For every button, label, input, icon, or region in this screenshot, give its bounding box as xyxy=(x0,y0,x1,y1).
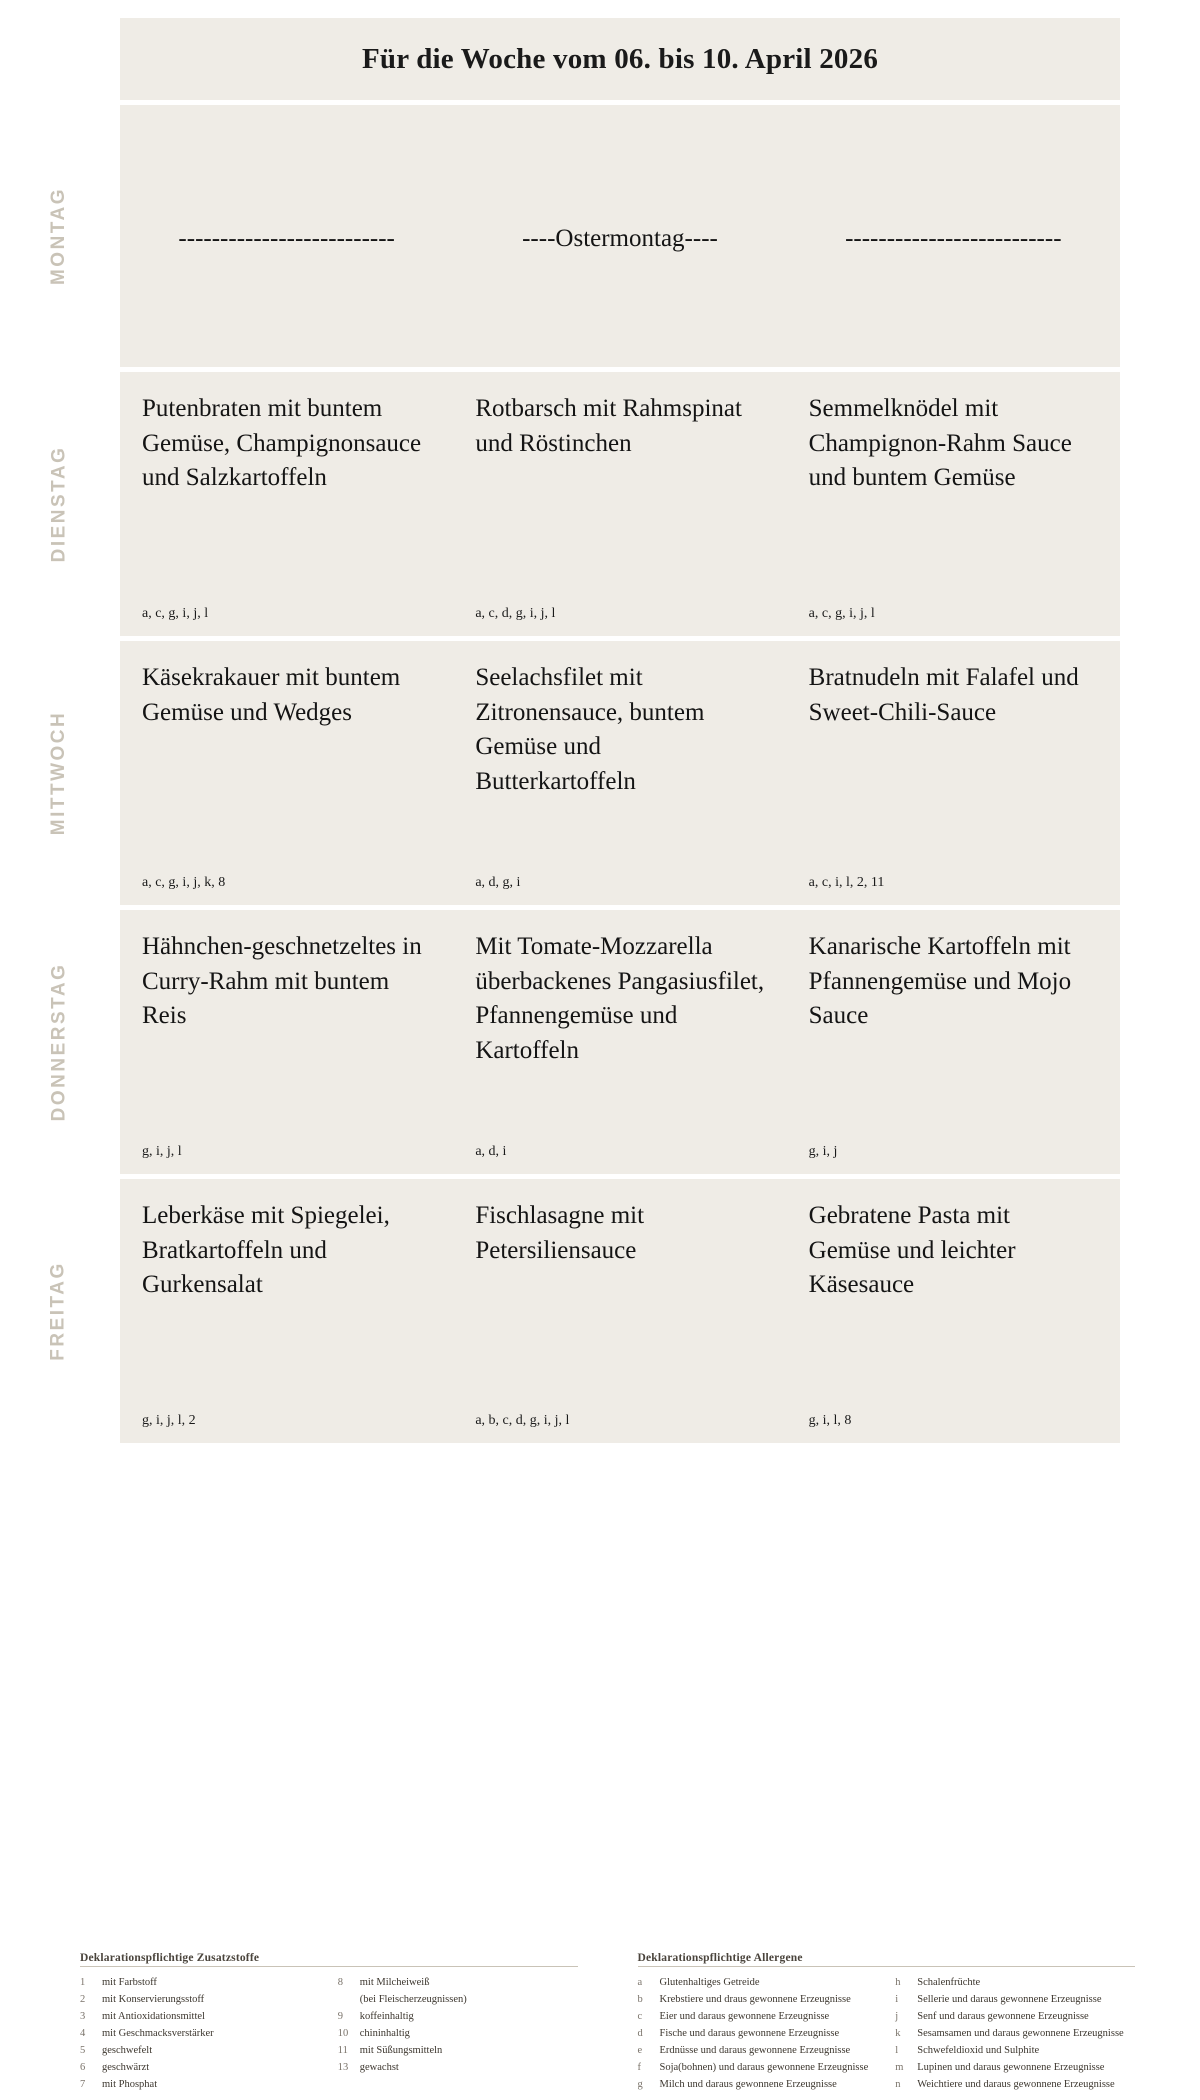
day-row xyxy=(48,105,1120,367)
legend-item-label: Fische und daraus gewonnene Erzeugnisse xyxy=(659,2028,840,2039)
legend-item xyxy=(80,2042,320,2059)
page-title: Für die Woche vom 06. bis 10. April 2026 xyxy=(361,42,879,75)
legend-item xyxy=(338,2059,578,2076)
legend-item xyxy=(638,2059,878,2076)
day-label xyxy=(0,910,118,1174)
day-label xyxy=(0,1179,118,1443)
day-row xyxy=(48,910,1120,1174)
legend-item-key: 3 xyxy=(80,2011,86,2022)
legend-item-key: g xyxy=(637,2079,643,2090)
menu-cell xyxy=(120,924,453,1164)
legend-allergens-column-2 xyxy=(895,1974,1135,2093)
dish-allergen-codes: a, c, g, i, j, k, 8 xyxy=(142,875,226,890)
dish-name: Gebratene Pasta mit Gemüse und leichter Käsesauce xyxy=(808,1202,1016,1298)
legend-item-label: koffeinhaltig xyxy=(359,2011,414,2022)
dish-allergen-codes: a, c, d, g, i, j, l xyxy=(475,606,556,621)
legend-item-label: chininhaltig xyxy=(359,2028,410,2039)
legend-item-key: 13 xyxy=(337,2062,349,2073)
legend-item xyxy=(638,2042,878,2059)
dish-allergen-codes: a, b, c, d, g, i, j, l xyxy=(475,1413,570,1428)
legend-item-key: f xyxy=(637,2062,641,2073)
legend-item-key: 10 xyxy=(337,2028,349,2039)
dish-allergen-codes: a, d, g, i xyxy=(475,875,521,890)
legend-item xyxy=(638,2008,878,2025)
day-label-text: MONTAG xyxy=(48,186,69,286)
dish-name: Fischlasagne mit Petersiliensauce xyxy=(475,1202,645,1264)
legend-item xyxy=(895,2008,1135,2025)
legend-item xyxy=(80,2025,320,2042)
legend-item-label: Glutenhaltiges Getreide xyxy=(659,1977,760,1988)
menu-cell xyxy=(453,216,786,261)
dish-name: Kanarische Kartoffeln mit Pfannengemüse und Mojo Sauce xyxy=(808,933,1072,1029)
day-label xyxy=(0,641,118,905)
day-label-text: DONNERSTAG xyxy=(48,962,69,1122)
day-row xyxy=(48,641,1120,905)
legend-item xyxy=(80,2008,320,2025)
dish-name: Leberkäse mit Spiegelei, Bratkartoffeln und Gurkensalat xyxy=(142,1202,390,1298)
dish-allergen-codes: g, i, l, 8 xyxy=(808,1413,852,1428)
legend-item-label: Soja(bohnen) und daraus gewonnene Erzeugnisse xyxy=(659,2062,869,2073)
legend-item xyxy=(338,1991,578,2008)
legend-item-label: (bei Fleischerzeugnissen) xyxy=(359,1994,467,2005)
menu-cell xyxy=(120,1193,453,1433)
legend-allergens-title: Deklarationspflichtige Allergene xyxy=(638,1952,1136,1967)
menu-cell xyxy=(787,386,1120,626)
legend-item xyxy=(895,1991,1135,2008)
legend-item-label: mit Süßungsmitteln xyxy=(359,2045,443,2056)
dish-allergen-codes: g, i, j, l xyxy=(142,1144,182,1159)
dish-name: Käsekrakauer mit buntem Gemüse und Wedges xyxy=(142,664,401,726)
legend-item-label: Krebstiere und draus gewonnene Erzeugnisse xyxy=(659,1994,851,2005)
legend-item-key: 1 xyxy=(80,1977,86,1988)
legend-item-key: i xyxy=(895,1994,899,2005)
dish-name: -------------------------- xyxy=(845,224,1062,252)
legend-item-label: Schalenfrüchte xyxy=(917,1977,981,1988)
menu-cell xyxy=(453,1193,786,1433)
menu-cell xyxy=(787,216,1120,261)
legend-item-label: mit Phosphat xyxy=(102,2079,158,2090)
legend xyxy=(80,1952,1135,2093)
legend-item-label: geschwärzt xyxy=(102,2062,150,2073)
legend-item-key: m xyxy=(895,2062,904,2073)
legend-item-label: Sesamsamen und daraus gewonnene Erzeugnisse xyxy=(917,2028,1124,2039)
menu-cells xyxy=(120,641,1120,905)
legend-item xyxy=(338,2008,578,2025)
legend-item-key: 9 xyxy=(337,2011,343,2022)
menu-cells xyxy=(120,1179,1120,1443)
menu-cell xyxy=(120,216,453,261)
day-label-text: DIENSTAG xyxy=(47,445,69,563)
legend-item xyxy=(638,1991,878,2008)
legend-additives-column-1 xyxy=(80,1974,320,2093)
menu-cells xyxy=(120,372,1120,636)
legend-item-key: j xyxy=(895,2011,899,2022)
legend-item-key: 8 xyxy=(337,1977,343,1988)
legend-item xyxy=(338,2042,578,2059)
legend-item-key: 7 xyxy=(80,2079,86,2090)
legend-item-key: 11 xyxy=(337,2045,348,2056)
legend-item xyxy=(80,2076,320,2093)
legend-item-key: 2 xyxy=(80,1994,86,2005)
legend-item-label: Eier und daraus gewonnene Erzeugnisse xyxy=(659,2011,830,2022)
menu-cell xyxy=(787,655,1120,895)
legend-item xyxy=(80,1991,320,2008)
legend-item-label: Milch und daraus gewonnene Erzeugnisse xyxy=(659,2079,837,2090)
dish-name: Seelachsfilet mit Zitronensauce, buntem Gemüse und Butterkartoffeln xyxy=(475,664,705,795)
dish-name: Putenbraten mit buntem Gemüse, Champignonsauce und Salzkartoffeln xyxy=(142,395,422,491)
legend-item-label: Erdnüsse und daraus gewonnene Erzeugnisse xyxy=(659,2045,851,2056)
legend-item xyxy=(338,1974,578,1991)
legend-item-key: l xyxy=(895,2045,899,2056)
legend-item-key: 4 xyxy=(80,2028,86,2039)
dish-name: Bratnudeln mit Falafel und Sweet-Chili-Sauce xyxy=(808,664,1079,726)
legend-item xyxy=(638,1974,878,1991)
day-row xyxy=(47,372,1120,636)
dish-name: Rotbarsch mit Rahmspinat und Röstinchen xyxy=(475,395,742,457)
legend-item-label: mit Farbstoff xyxy=(102,1977,157,1988)
legend-item-key: c xyxy=(637,2011,643,2022)
legend-item-key: k xyxy=(895,2028,901,2039)
legend-item-key: 5 xyxy=(80,2045,86,2056)
plan-header xyxy=(120,18,1120,100)
dish-allergen-codes: a, c, g, i, j, l xyxy=(142,606,209,621)
legend-item-label: mit Milcheiweiß xyxy=(359,1977,430,1988)
legend-additives-column-2 xyxy=(338,1974,578,2093)
legend-item-label: Senf und daraus gewonnene Erzeugnisse xyxy=(917,2011,1089,2022)
legend-item-key: b xyxy=(637,1994,643,2005)
day-rows xyxy=(47,105,1120,1443)
menu-cell xyxy=(787,924,1120,1164)
weekly-plan xyxy=(47,18,1120,1443)
menu-cell xyxy=(453,924,786,1164)
legend-additives-title: Deklarationspflichtige Zusatzstoffe xyxy=(80,1952,578,1967)
legend-item xyxy=(895,2025,1135,2042)
day-label-text: MITTWOCH xyxy=(48,710,70,836)
legend-item-key: d xyxy=(637,2028,643,2039)
legend-item-key: n xyxy=(895,2079,901,2090)
dish-name: ----Ostermontag---- xyxy=(522,224,718,252)
legend-item-label: Lupinen und daraus gewonnene Erzeugnisse xyxy=(917,2062,1105,2073)
dish-allergen-codes: a, c, i, l, 2, 11 xyxy=(808,875,885,890)
disclaimer-side-note xyxy=(1188,0,1200,120)
legend-item-label: Schwefeldioxid und Sulphite xyxy=(917,2045,1040,2056)
menu-cell xyxy=(120,386,453,626)
menu-cells xyxy=(120,910,1120,1174)
legend-item-label: mit Antioxidationsmittel xyxy=(102,2011,205,2022)
legend-allergens-column-1 xyxy=(638,1974,878,2093)
legend-item xyxy=(80,2059,320,2076)
legend-item-label: mit Konservierungsstoff xyxy=(102,1994,205,2005)
legend-item xyxy=(638,2025,878,2042)
dish-allergen-codes: a, c, g, i, j, l xyxy=(808,606,875,621)
dish-name: Mit Tomate-Mozzarella überbackenes Pangasiusfilet, Pfannengemüse und Kartoffeln xyxy=(475,933,765,1064)
legend-item xyxy=(895,1974,1135,1991)
legend-item xyxy=(895,2042,1135,2059)
legend-item-label: gewachst xyxy=(359,2062,399,2073)
day-row xyxy=(47,1179,1120,1443)
menu-cell xyxy=(453,655,786,895)
legend-item-key: 6 xyxy=(80,2062,86,2073)
day-label-text: FREITAG xyxy=(47,1261,69,1361)
dish-allergen-codes: a, d, i xyxy=(475,1144,507,1159)
menu-cell xyxy=(787,1193,1120,1433)
dish-allergen-codes: g, i, j xyxy=(808,1144,838,1159)
menu-cell xyxy=(120,655,453,895)
legend-item-key: e xyxy=(637,2045,643,2056)
legend-item-label: mit Geschmacksverstärker xyxy=(102,2028,214,2039)
dish-allergen-codes: g, i, j, l, 2 xyxy=(142,1413,196,1428)
legend-item-label: geschwefelt xyxy=(102,2045,153,2056)
legend-item-key: a xyxy=(637,1977,643,1988)
legend-item-label: Sellerie und daraus gewonnene Erzeugnisse xyxy=(917,1994,1102,2005)
legend-item xyxy=(338,2025,578,2042)
legend-allergens xyxy=(638,1952,1136,2093)
legend-item-key: h xyxy=(895,1977,901,1988)
legend-item xyxy=(638,2076,878,2093)
dish-name: -------------------------- xyxy=(178,224,395,252)
day-label xyxy=(0,105,118,367)
legend-item xyxy=(80,1974,320,1991)
day-label xyxy=(0,372,118,636)
legend-item xyxy=(895,2076,1135,2093)
legend-item-label: Weichtiere und daraus gewonnene Erzeugnisse xyxy=(917,2079,1115,2090)
dish-name: Hähnchen-geschnetzeltes in Curry-Rahm mit buntem Reis xyxy=(142,933,422,1029)
menu-cells xyxy=(120,105,1120,367)
legend-additives xyxy=(80,1952,578,2093)
legend-item xyxy=(895,2059,1135,2076)
menu-cell xyxy=(453,386,786,626)
dish-name: Semmelknödel mit Champignon-Rahm Sauce und buntem Gemüse xyxy=(808,395,1072,491)
